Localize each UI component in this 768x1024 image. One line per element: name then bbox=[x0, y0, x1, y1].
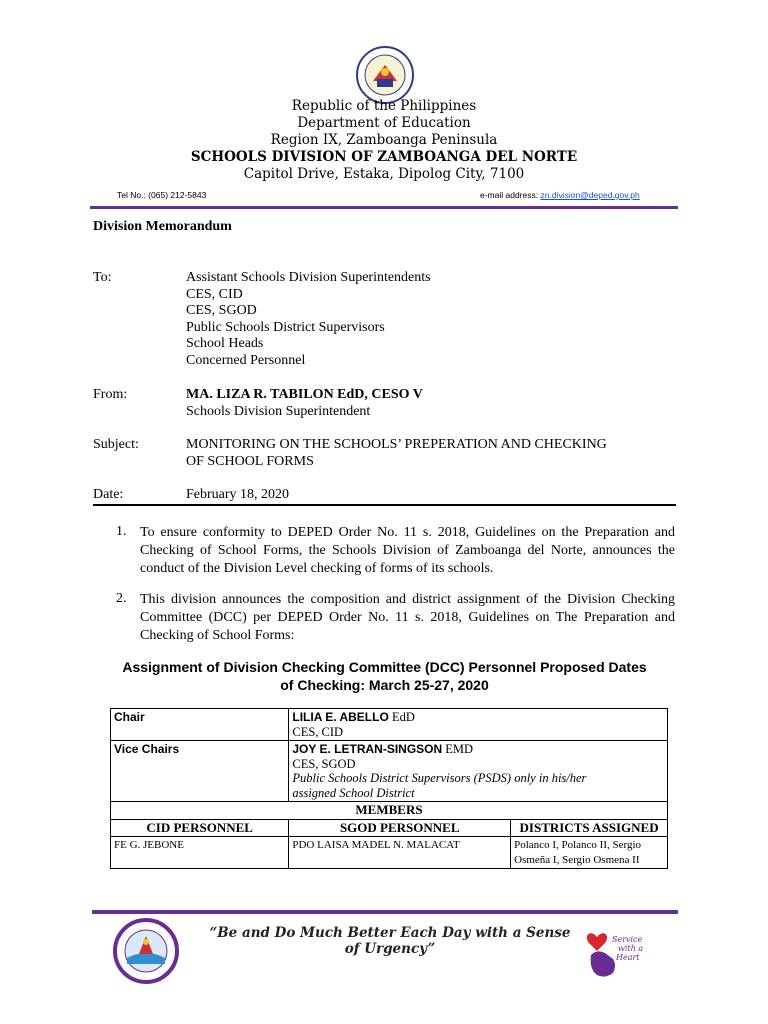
vice-chair-name: JOY E. LETRAN-SINGSON bbox=[292, 742, 443, 756]
service-text-line: Heart bbox=[616, 953, 640, 962]
subject-label: Subject: bbox=[93, 437, 139, 452]
service-text-line: with a bbox=[618, 944, 644, 953]
table-title-line1: Assignment of Division Checking Committee (DCC) Personnel Proposed Dates bbox=[122, 659, 647, 675]
table-row bbox=[111, 741, 668, 802]
chair-name: LILIA E. ABELLO bbox=[292, 710, 389, 724]
paragraph-2: This division announces the composition and district assignment of the Division Checking Committee (DCC) per DEPED Order No. 11 s. 2018, Guidelines on The Preparation and Checking of School Forms: bbox=[140, 592, 675, 643]
paragraph-1: To ensure conformity to DEPED Order No. 11 s. 2018, Guidelines on the Preparation and Checking of School Forms, the Schools Division of Zamboanga del Norte, announces the conduct of the Division Level checking of forms of its schools. bbox=[140, 525, 675, 576]
email-link[interactable]: zn.division@deped.gov.ph bbox=[540, 190, 640, 200]
deped-seal-logo bbox=[355, 45, 415, 105]
chair-label: Chair bbox=[111, 709, 289, 741]
recipient: Concerned Personnel bbox=[186, 352, 306, 368]
paragraph-number: 1. bbox=[116, 524, 127, 539]
column-header-cid: CID PERSONNEL bbox=[111, 819, 289, 837]
cid-personnel-cell: FE G. JEBONE bbox=[111, 837, 289, 869]
sender-title: Schools Division Superintendent bbox=[186, 403, 371, 419]
letterhead-division: SCHOOLS DIVISION OF ZAMBOANGA DEL NORTE bbox=[190, 149, 578, 165]
recipient: CES, SGOD bbox=[186, 303, 257, 319]
email-line bbox=[480, 190, 640, 200]
chair-cell bbox=[289, 709, 668, 741]
recipient: School Heads bbox=[186, 336, 264, 352]
vice-chair-note: Public Schools District Supervisors (PSDS) only in his/her assigned School District bbox=[292, 771, 587, 800]
column-header-districts: DISTRICTS ASSIGNED bbox=[511, 819, 668, 837]
districts-cell: Polanco I, Polanco II, Sergio Osmeña I, Sergio Osmena II bbox=[511, 837, 668, 869]
from-block bbox=[186, 387, 423, 420]
sgod-personnel-cell: PDO LAISA MADEL N. MALACAT bbox=[289, 837, 511, 869]
table-header-row bbox=[111, 819, 668, 837]
letterhead-region: Region IX, Zamboanga Peninsula bbox=[270, 132, 498, 148]
footer-slogan: “Be and Do Much Better Each Day with a Sense of Urgency” bbox=[209, 925, 571, 957]
recipient: Assistant Schools Division Superintendents bbox=[186, 270, 431, 285]
telephone-number: Tel No.: (065) 212-5843 bbox=[117, 190, 207, 200]
chair-degree: EdD bbox=[388, 710, 415, 724]
letterhead-republic: Republic of the Philippines bbox=[291, 98, 477, 114]
chair-position: CES, CID bbox=[292, 724, 344, 739]
service-with-heart-text bbox=[612, 935, 643, 962]
table-title-line2: of Checking: March 25-27, 2020 bbox=[280, 677, 489, 693]
header-divider bbox=[90, 206, 678, 209]
recipient: CES, CID bbox=[186, 286, 243, 302]
vice-chairs-label: Vice Chairs bbox=[111, 741, 289, 802]
to-recipients bbox=[186, 270, 431, 370]
members-heading: MEMBERS bbox=[111, 802, 668, 820]
subject-text bbox=[186, 437, 607, 470]
recipient: Public Schools District Supervisors bbox=[186, 319, 385, 335]
service-text-line: Service bbox=[612, 935, 643, 944]
paragraph-number: 2. bbox=[116, 591, 127, 606]
division-seal-logo bbox=[113, 918, 179, 984]
letterhead-address: Capitol Drive, Estaka, Dipolog City, 7100 bbox=[243, 166, 525, 182]
vice-chair-cell bbox=[289, 741, 668, 802]
subject-line: MONITORING ON THE SCHOOLS’ PREPERATION AND CHECKING bbox=[186, 437, 607, 452]
date-label: Date: bbox=[93, 487, 124, 502]
dcc-assignment-table bbox=[110, 708, 668, 869]
vice-chair-position: CES, SGOD bbox=[292, 756, 356, 771]
footer-divider bbox=[92, 910, 678, 914]
table-row bbox=[111, 802, 668, 820]
memo-date: February 18, 2020 bbox=[186, 487, 290, 502]
column-header-sgod: SGOD PERSONNEL bbox=[289, 819, 511, 837]
subject-line: OF SCHOOL FORMS bbox=[186, 453, 314, 469]
email-label: e-mail address: bbox=[480, 190, 539, 200]
letterhead-department: Department of Education bbox=[297, 115, 471, 131]
memo-title: Division Memorandum bbox=[93, 219, 232, 234]
table-row bbox=[111, 837, 668, 869]
to-label: To: bbox=[93, 270, 112, 285]
sender-name: MA. LIZA R. TABILON EdD, CESO V bbox=[186, 387, 423, 402]
memo-header-rule bbox=[93, 504, 676, 506]
table-row bbox=[111, 709, 668, 741]
from-label: From: bbox=[93, 387, 128, 402]
vice-chair-degree: EMD bbox=[442, 742, 474, 756]
